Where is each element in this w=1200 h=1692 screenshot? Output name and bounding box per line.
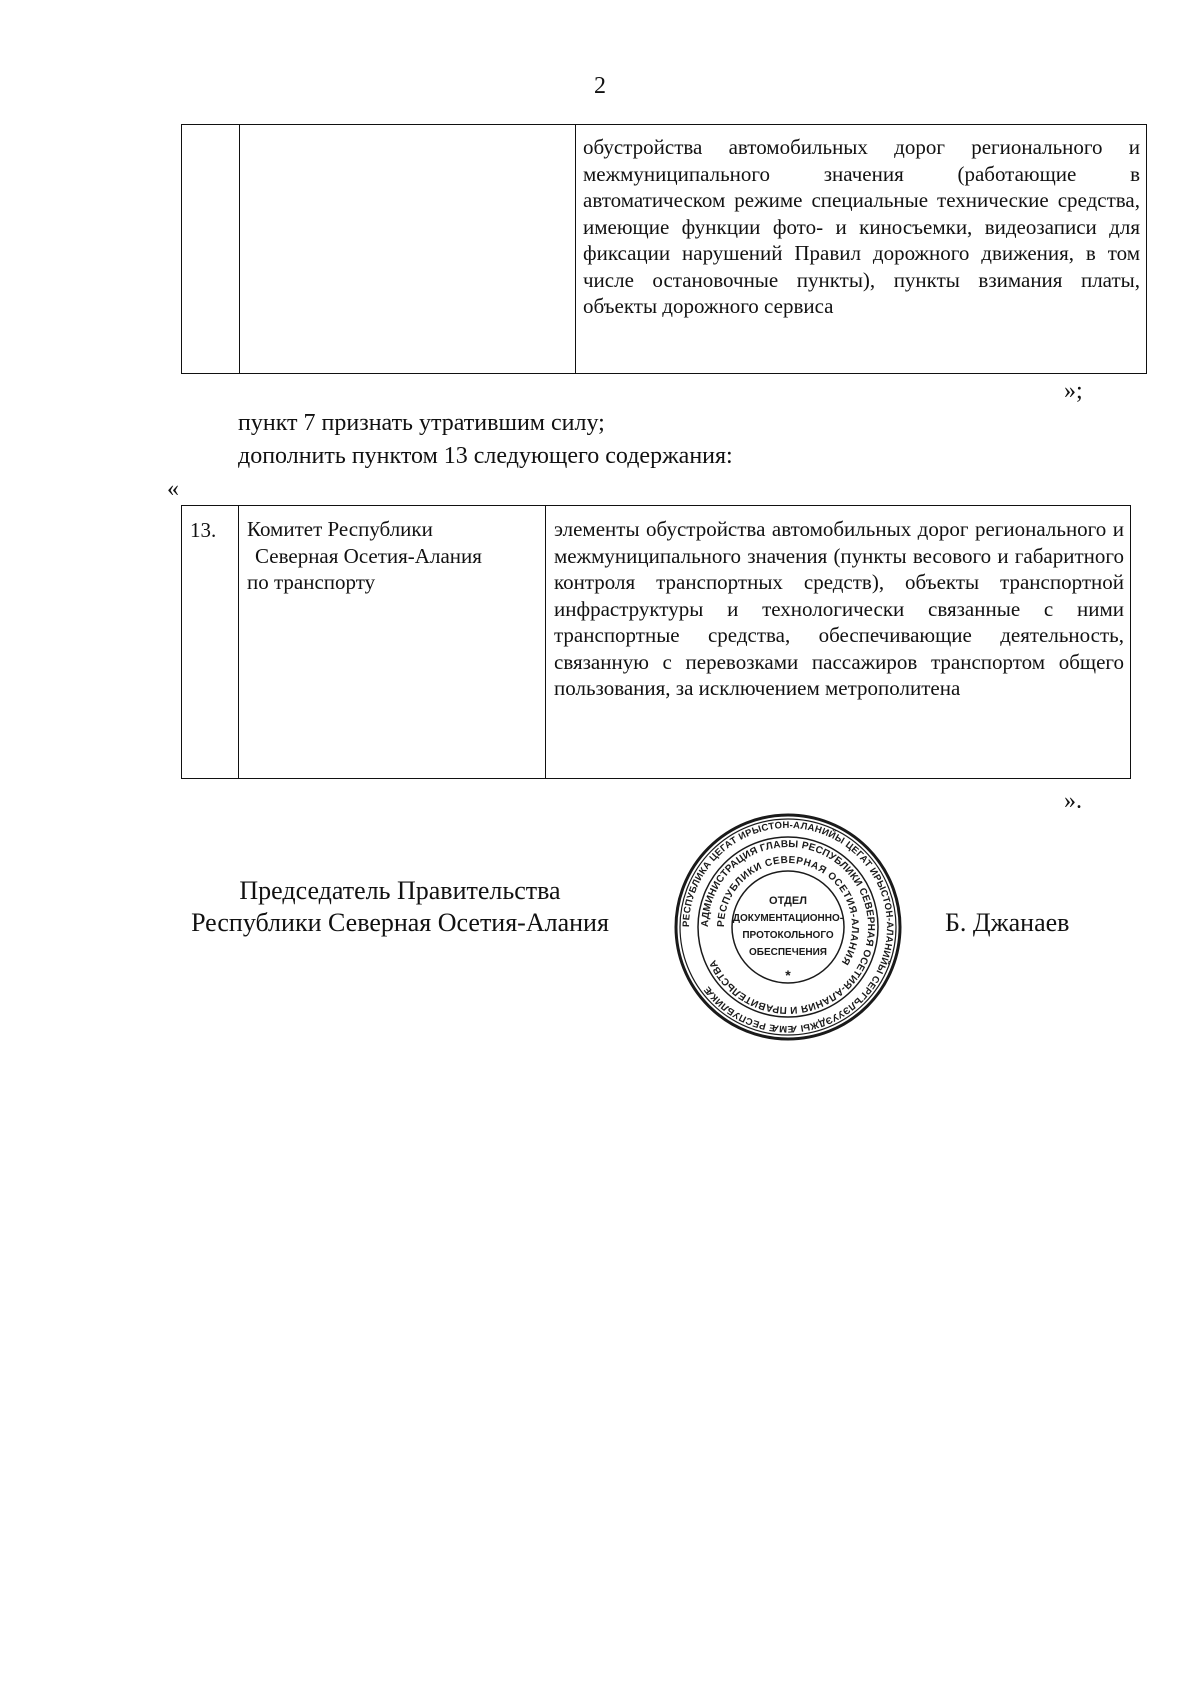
organization-line: Северная Осетия-Алания <box>255 543 482 568</box>
signatory-title <box>160 875 640 939</box>
signatory-name: Б. Джанаев <box>945 908 1070 937</box>
official-seal <box>673 812 903 1042</box>
svg-text:РЕСПУБЛИКА ЦЕГАТ ИРЫСТОН-АЛАНИ <box>681 820 895 1034</box>
page-number: 2 <box>594 73 606 99</box>
organization-line: Комитет Республики <box>247 517 433 541</box>
instruction-line: пункт 7 признать утратившим силу; <box>238 410 605 436</box>
description-cell: элементы обустройства автомобильных дорог регионального и межмуниципального значения (пункты весового и габаритного контроля транспортных средств), объекты транспортной инфраструктуры и технологически связанные с ними транспортные средства, обеспечивающие деятельность, связанную с перевозками пассажиров транспортом общего пользования, за исключением метрополитена <box>546 506 1131 779</box>
instruction-line: дополнить пунктом 13 следующего содержания: <box>238 443 733 469</box>
row-number-cell: 13. <box>182 506 239 779</box>
signatory-title-line: Председатель Правительства <box>239 876 561 905</box>
table-row <box>182 125 1147 374</box>
seal-center-line: ОТДЕЛ <box>769 895 807 907</box>
closing-quote: »; <box>1064 378 1083 404</box>
closing-quote: ». <box>1064 788 1082 814</box>
seal-center-line: ОБЕСПЕЧЕНИЯ <box>748 947 828 958</box>
seal-inner-text: РЕСПУБЛИКИ СЕВЕРНАЯ ОСЕТИЯ-АЛАНИЯ <box>715 854 861 968</box>
signatory-title-line: Республики Северная Осетия-Алания <box>191 908 609 937</box>
list-table-continuation <box>181 124 1147 374</box>
organization-cell <box>240 125 576 374</box>
list-table-new-item <box>181 505 1131 779</box>
table-row <box>182 506 1131 779</box>
seal-center-line: ДОКУМЕНТАЦИОННО- <box>732 913 844 924</box>
description-cell: обустройства автомобильных дорог регионального и межмуниципального значения (работающие в автоматическом режиме специальные технические средства, имеющие функции фото- и киносъемки, видеозаписи для фиксации нарушений Правил дорожного движения, в том числе остановочные пункты), пункты взимания платы, объекты дорожного сервиса <box>576 125 1147 374</box>
organization-line: по транспорту <box>247 570 376 594</box>
seal-outer-text: РЕСПУБЛИКА ЦЕГАТ ИРЫСТОН-АЛАНИЙЫ ЦЕГАТ ИРЫСТОН-АЛАНИЙЫ СЕРГЪЛЭУУЭДЖЫ ӔМӔ РЕСПУБЛИКӔ <box>680 819 896 1035</box>
seal-middle-text: АДМИНИСТРАЦИЯ ГЛАВЫ РЕСПУБЛИКИ СЕВЕРНАЯ ОСЕТИЯ-АЛАНИЯ И ПРАВИТЕЛЬСТВА <box>699 838 877 1016</box>
opening-quote: « <box>167 476 179 502</box>
organization-cell <box>239 506 546 779</box>
seal-star-icon: * <box>785 967 791 983</box>
seal-center-line: ПРОТОКОЛЬНОГО <box>742 930 834 941</box>
row-number-cell <box>182 125 240 374</box>
